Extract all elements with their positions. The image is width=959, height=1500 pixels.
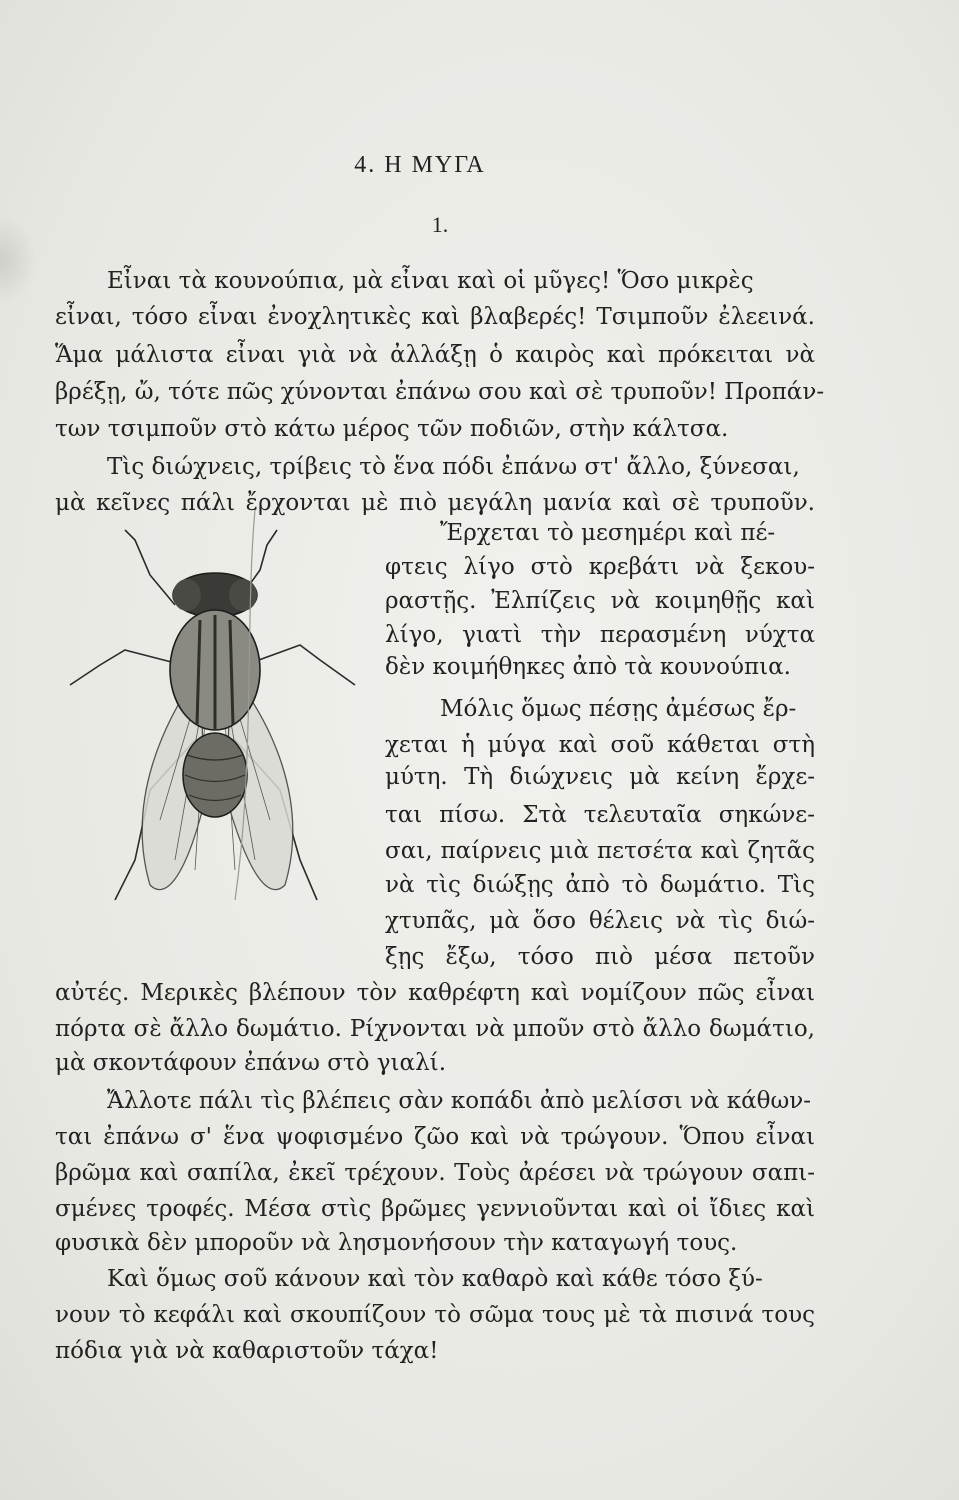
text-line: μύτη. Τὴ διώχνεις μὰ κείνη ἔρχε- [385, 764, 815, 790]
section-number: 1. [431, 212, 449, 237]
text-line: Τὶς διώχνεις, τρίβεις τὸ ἕνα πόδι ἐπάνω στ' ἄλλο, ξύνεσαι, [107, 454, 800, 480]
text-line: μὰ σκοντάφουν ἐπάνω στὸ γιαλί. [55, 1050, 446, 1076]
text-line: νουν τὸ κεφάλι καὶ σκουπίζουν τὸ σῶμα τους μὲ τὰ πισινά τους [55, 1302, 815, 1328]
text-line: βρῶμα καὶ σαπίλα, ἐκεῖ τρέχουν. Τοὺς ἀρέσει νὰ τρώγουν σαπι- [55, 1160, 815, 1186]
text-line: χεται ἡ μύγα καὶ σοῦ κάθεται στὴ [385, 732, 815, 758]
text-line: εἶναι, τόσο εἶναι ἐνοχλητικὲς καὶ βλαβερές! Τσιμποῦν ἐλεεινά. [55, 304, 815, 330]
text-line: ται ἐπάνω σ' ἕνα ψοφισμένο ζῶο καὶ νὰ τρώγουν. Ὅπου εἶναι [55, 1124, 815, 1150]
text-line: χτυπᾶς, μὰ ὅσο θέλεις νὰ τὶς διώ- [385, 908, 815, 934]
text-line: των τσιμποῦν στὸ κάτω μέρος τῶν ποδιῶν, στὴν κάλτσα. [55, 416, 729, 442]
text-line: πόρτα σὲ ἄλλο δωμάτιο. Ρίχνονται νὰ μποῦν στὸ ἄλλο δωμάτιο, [55, 1016, 815, 1042]
text-line: Καὶ ὅμως σοῦ κάνουν καὶ τὸν καθαρὸ καὶ κάθε τόσο ξύ- [107, 1266, 763, 1292]
chapter-title: 4. Η ΜΥΓΑ [354, 152, 486, 178]
text-line: Μόλις ὅμως πέσῃς ἀμέσως ἔρ- [440, 696, 797, 722]
text-line: βρέξῃ, ὤ, τότε πῶς χύνονται ἐπάνω σου καὶ σὲ τρυποῦν! Προπάν- [55, 379, 825, 405]
text-line: σμένες τροφές. Μέσα στὶς βρῶμες γεννιοῦνται καὶ οἱ ἴδιες καὶ [55, 1196, 815, 1222]
text-line: ραστῇς. Ἐλπίζεις νὰ κοιμηθῇς καὶ [385, 588, 815, 614]
text-line: Ἄλλοτε πάλι τὶς βλέπεις σὰν κοπάδι ἀπὸ μελίσσι νὰ κάθων- [107, 1088, 812, 1114]
text-line: Ἅμα μάλιστα εἶναι γιὰ νὰ ἀλλάξῃ ὁ καιρὸς καὶ πρόκειται νὰ [55, 342, 815, 368]
text-line: ται πίσω. Στὰ τελευταῖα σηκώνε- [385, 802, 815, 828]
text-line: Εἶναι τὰ κουνούπια, μὰ εἶναι καὶ οἱ μῦγες! Ὅσο μικρὲς [107, 268, 754, 294]
text-line: Ἔρχεται τὸ μεσημέρι καὶ πέ- [440, 520, 776, 546]
text-line: πόδια γιὰ νὰ καθαριστοῦν τάχα! [55, 1338, 439, 1364]
fly-abdomen [183, 733, 247, 817]
text-line: νὰ τὶς διώξῃς ἀπὸ τὸ δωμάτιο. Τὶς [385, 872, 815, 898]
text-line: ξῃς ἔξω, τόσο πιὸ μέσα πετοῦν [385, 944, 815, 970]
text-line: σαι, παίρνεις μιὰ πετσέτα καὶ ζητᾶς [385, 838, 815, 864]
text-line: φτεις λίγο στὸ κρεβάτι νὰ ξεκου- [385, 554, 815, 580]
text-line: δὲν κοιμήθηκες ἀπὸ τὰ κουνούπια. [385, 654, 791, 680]
text-line: λίγο, γιατὶ τὴν περασμένη νύχτα [385, 622, 815, 648]
housefly-illustration [55, 500, 375, 960]
text-line: αὐτές. Μερικὲς βλέπουν τὸν καθρέφτη καὶ νομίζουν πῶς εἶναι [55, 980, 815, 1006]
text-line: μὰ κεῖνες πάλι ἔρχονται μὲ πιὸ μεγάλη μανία καὶ σὲ τρυποῦν. [55, 490, 815, 516]
text-line: φυσικὰ δὲν μποροῦν νὰ λησμονήσουν τὴν καταγωγή τους. [55, 1230, 738, 1256]
